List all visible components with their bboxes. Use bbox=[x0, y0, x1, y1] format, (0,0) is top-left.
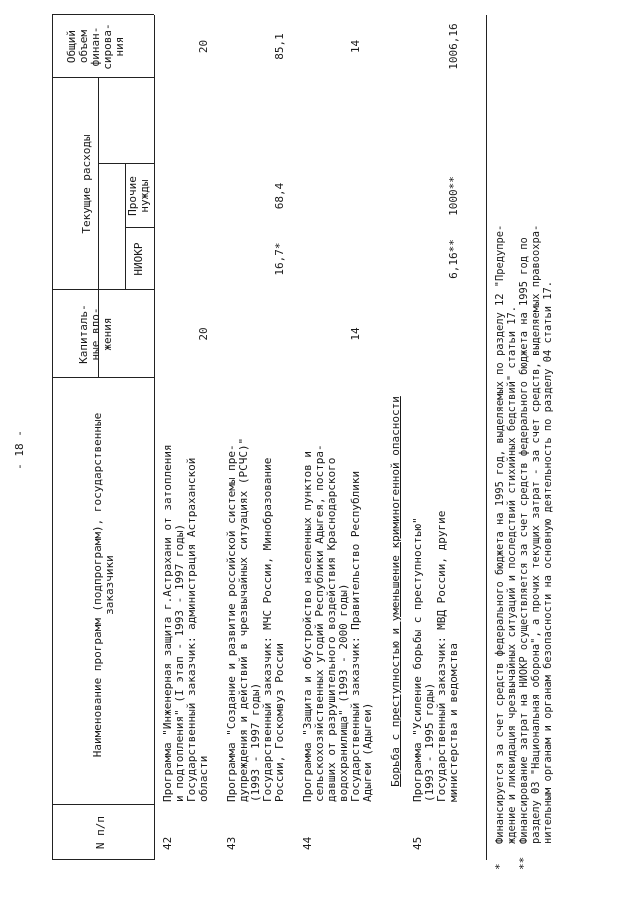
header-capital-3: жения bbox=[101, 317, 114, 351]
row-45-line-3: Государственный заказчик: МВД России, другие bbox=[435, 510, 448, 802]
row-44-capital: 14 bbox=[349, 327, 362, 341]
row-43-num: 43 bbox=[225, 836, 238, 850]
row-45-num: 45 bbox=[411, 836, 424, 850]
header-current: Текущие расходы bbox=[80, 134, 93, 234]
row-42-capital: 20 bbox=[197, 327, 210, 341]
header-total-4: сирова- bbox=[101, 23, 114, 70]
row-43-line-4: Государственный заказчик: МЧС России, Минобразование bbox=[261, 457, 274, 802]
row-44-line-4: водохранилища" (1993 - 2000 годы) bbox=[337, 583, 350, 802]
footnote-1-line-1: Финансируется за счет средств федерального бюджета на 1995 год, выделяемых по разделу 12 "Предупре- bbox=[494, 224, 506, 844]
header-capital-1: Капиталь- bbox=[77, 304, 90, 364]
header-other-1: Прочие bbox=[126, 176, 139, 216]
footnote-1-line-2: ждение и ликвидация чрезвычайных ситуаций и последствий стихийных бедствий" статьи 17. bbox=[506, 306, 518, 844]
header-other-2: нужды bbox=[138, 179, 151, 213]
page-number: - 18 - bbox=[13, 430, 26, 470]
header-total-5: ния bbox=[113, 36, 126, 57]
row-45-line-4: министерства и ведомства bbox=[447, 643, 460, 802]
header-niokr: НИОКР bbox=[132, 242, 145, 276]
table-top-border bbox=[52, 15, 53, 860]
row-42-total: 20 bbox=[197, 39, 210, 54]
footnote-1-mark: * bbox=[493, 863, 506, 870]
row-45-line-1: Программа "Усиление борьбы с преступностью" bbox=[411, 517, 424, 802]
footnote-2-mark: ** bbox=[517, 856, 530, 870]
row-44-num: 44 bbox=[301, 836, 314, 850]
row-45-niokr: 6,16** bbox=[447, 239, 460, 279]
row-43-line-1: Программа "Создание и развитие российской системы пре- bbox=[225, 444, 238, 802]
row-42-line-3: Государственный заказчик: администрация Астраханской bbox=[185, 457, 198, 802]
row-43-line-3: (1993 - 1997 годы) bbox=[249, 682, 262, 802]
row-44-line-5: Государственный заказчик: Правительство Республики bbox=[349, 470, 362, 802]
header-bottom-border bbox=[154, 15, 155, 860]
row-44-line-2: сельскохозяйственных угодий Республики Адыгея, постра- bbox=[313, 444, 326, 802]
header-total-3: финан- bbox=[89, 26, 102, 67]
footnote-separator bbox=[486, 15, 487, 860]
row-42-line-2: и подтопления" (I этап - 1993 - 1997 годы) bbox=[173, 523, 186, 802]
row-42-num: 42 bbox=[161, 836, 174, 850]
row-44-total: 14 bbox=[349, 39, 362, 54]
row-45-line-2: (1993 - 1995 годы) bbox=[423, 682, 436, 802]
row-44-line-3: давших от разрушительного воздействия Краснодарского bbox=[325, 457, 338, 802]
row-43-total: 85,1 bbox=[273, 33, 286, 60]
row-42-line-1: Программа "Инженерная защита г.Астрахани от затопления bbox=[161, 444, 174, 802]
row-43-niokr: 16,7* bbox=[273, 242, 286, 276]
row-45-other: 1000** bbox=[447, 176, 460, 216]
footnote-2-line-2: разделу 03 "Национальная оборона", а прочих текущих затрат - за счет средств, выделяемых правоохра- bbox=[530, 224, 542, 844]
row-42-line-4: области bbox=[197, 755, 210, 802]
header-name: Наименование программ (подпрограмм), государственные заказчики bbox=[91, 412, 116, 758]
header-total-2: объем bbox=[77, 29, 90, 64]
section-heading: Борьба с преступностью и уменьшение криминогенной опасности bbox=[389, 396, 402, 787]
row-44-line-1: Программа "Защита и обустройство населенных пунктов и bbox=[301, 451, 314, 802]
row-43-line-5: России, Госкомвуз России bbox=[273, 643, 286, 802]
row-44-line-6: Адыгеи (Адыгеи) bbox=[361, 702, 374, 802]
header-total-1: Общий bbox=[65, 29, 78, 64]
header-num: N п/п bbox=[94, 815, 107, 850]
footnote-2-line-3: нительным органам и органам безопасности на основную деятельность по разделу 04 статьи 17. bbox=[542, 280, 554, 844]
header-capital-2: ные вло- bbox=[89, 307, 102, 361]
footnote-2-line-1: Финансирование затрат на НИОКР осуществляется за счет средств федерального бюджета на 1995 год по bbox=[518, 237, 530, 844]
row-43-line-2: дупреждения и действий в чрезвычайных ситуациях (РСЧС)" bbox=[237, 437, 250, 802]
row-45-total: 1006,16 bbox=[447, 23, 460, 70]
row-43-other: 68,4 bbox=[273, 182, 286, 210]
